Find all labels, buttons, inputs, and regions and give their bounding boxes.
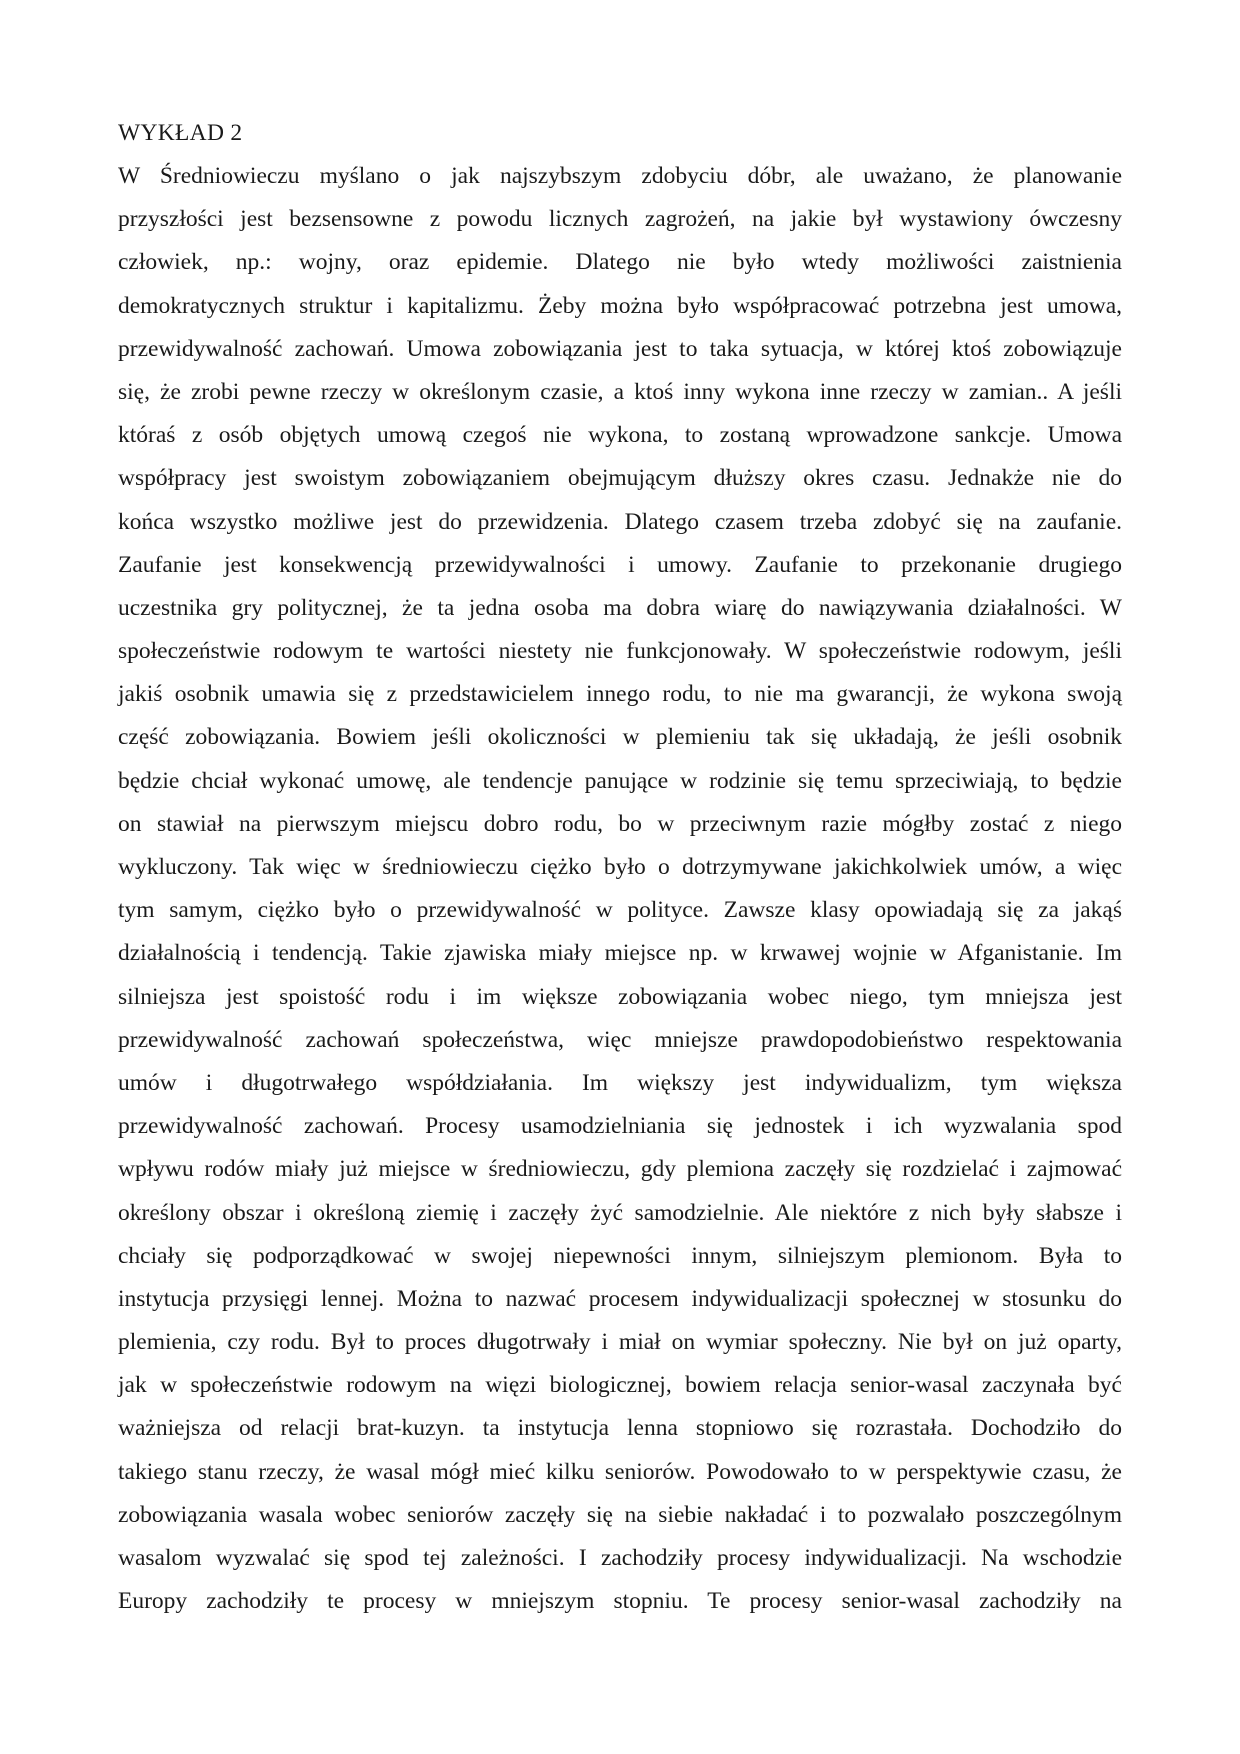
text-line: uczestnika gry politycznej, że ta jedna osoba ma dobra wiarę do nawiązywania działalności. W bbox=[118, 594, 1122, 621]
text-line: W Średniowieczu myślano o jak najszybszym zdobyciu dóbr, ale uważano, że planowanie bbox=[118, 163, 1122, 189]
text-line: ważniejsza od relacji brat-kuzyn. ta instytucja lenna stopniowo się rozrastała. Dochodziło do bbox=[118, 1415, 1122, 1442]
text-line: takiego stanu rzeczy, że wasal mógł mieć kilku seniorów. Powodowało to w perspektywie czasu, że bbox=[118, 1458, 1122, 1485]
text-line: zobowiązania wasala wobec seniorów zaczęły się na siebie nakładać i to pozwalało poszczególnym bbox=[118, 1501, 1122, 1528]
text-line: wykluczony. Tak więc w średniowieczu ciężko było o dotrzymywane jakichkolwiek umów, a więc bbox=[118, 854, 1122, 880]
text-line: człowiek, np.: wojny, oraz epidemie. Dlatego nie było wtedy możliwości zaistnienia bbox=[118, 249, 1122, 276]
text-line: część zobowiązania. Bowiem jeśli okoliczności w plemieniu tak się układają, że jeśli osobnik bbox=[118, 724, 1122, 751]
text-line: tym samym, ciężko było o przewidywalność w polityce. Zawsze klasy opowiadają się za jakąś bbox=[118, 897, 1122, 924]
text-line: on stawiał na pierwszym miejscu dobro rodu, bo w przeciwnym razie mógłby zostać z niego bbox=[118, 810, 1122, 837]
text-line: jak w społeczeństwie rodowym na więzi biologicznej, bowiem relacja senior-wasal zaczynała być bbox=[118, 1372, 1122, 1399]
text-line: przyszłości jest bezsensowne z powodu licznych zagrożeń, na jakie był wystawiony ówczesny bbox=[118, 206, 1122, 233]
text-line: instytucja przysięgi lennej. Można to nazwać procesem indywidualizacji społecznej w stosunku do bbox=[118, 1285, 1122, 1312]
text-line: wasalom wyzwalać się spod tej zależności. I zachodziły procesy indywidualizacji. Na wschodzie bbox=[118, 1545, 1122, 1571]
body-text bbox=[118, 155, 1122, 1623]
text-line: któraś z osób objętych umową czegoś nie wykona, to zostaną wprowadzone sankcje. Umowa bbox=[118, 422, 1122, 449]
text-line: umów i długotrwałego współdziałania. Im większy jest indywidualizm, tym większa bbox=[118, 1069, 1122, 1096]
text-line: chciały się podporządkować w swojej niepewności innym, silniejszym plemionom. Była to bbox=[118, 1242, 1122, 1269]
text-line: demokratycznych struktur i kapitalizmu. Żeby można było współpracować potrzebna jest umowa, bbox=[118, 292, 1122, 319]
text-line: przewidywalność zachowań społeczeństwa, więc mniejsze prawdopodobieństwo respektowania bbox=[118, 1026, 1122, 1053]
text-line: społeczeństwie rodowym te wartości niestety nie funkcjonowały. W społeczeństwie rodowym, jeśli bbox=[118, 638, 1122, 665]
document-page bbox=[118, 112, 1122, 1623]
text-line: końca wszystko możliwe jest do przewidzenia. Dlatego czasem trzeba zdobyć się na zaufanie. bbox=[118, 508, 1122, 535]
text-line: Europy zachodziły te procesy w mniejszym stopniu. Te procesy senior-wasal zachodziły na bbox=[118, 1588, 1122, 1615]
text-line: współpracy jest swoistym zobowiązaniem obejmującym dłuższy okres czasu. Jednakże nie do bbox=[118, 465, 1122, 492]
text-line: plemienia, czy rodu. Był to proces długotrwały i miał on wymiar społeczny. Nie był on już oparty, bbox=[118, 1329, 1122, 1356]
text-line: przewidywalność zachowań. Procesy usamodzielniania się jednostek i ich wyzwalania spod bbox=[118, 1113, 1122, 1140]
text-line: jakiś osobnik umawia się z przedstawicielem innego rodu, to nie ma gwarancji, że wykona swoją bbox=[118, 681, 1122, 708]
lecture-heading: WYKŁAD 2 bbox=[118, 120, 243, 146]
text-line: Zaufanie jest konsekwencją przewidywalności i umowy. Zaufanie to przekonanie drugiego bbox=[118, 551, 1122, 578]
text-line: określony obszar i określoną ziemię i zaczęły żyć samodzielnie. Ale niektóre z nich były słabsze i bbox=[118, 1199, 1122, 1226]
text-line: silniejsza jest spoistość rodu i im większe zobowiązania wobec niego, tym mniejsza jest bbox=[118, 983, 1122, 1010]
text-line: będzie chciał wykonać umowę, ale tendencje panujące w rodzinie się temu sprzeciwiają, to będzie bbox=[118, 767, 1122, 794]
text-line: się, że zrobi pewne rzeczy w określonym czasie, a ktoś inny wykona inne rzeczy w zamian.. A jeśli bbox=[118, 378, 1122, 405]
text-line: działalnością i tendencją. Takie zjawiska miały miejsce np. w krwawej wojnie w Afganistanie. Im bbox=[118, 940, 1122, 967]
text-line: wpływu rodów miały już miejsce w średniowieczu, gdy plemiona zaczęły się rozdzielać i zajmować bbox=[118, 1156, 1122, 1183]
text-line: przewidywalność zachowań. Umowa zobowiązania jest to taka sytuacja, w której ktoś zobowiązuje bbox=[118, 335, 1122, 362]
